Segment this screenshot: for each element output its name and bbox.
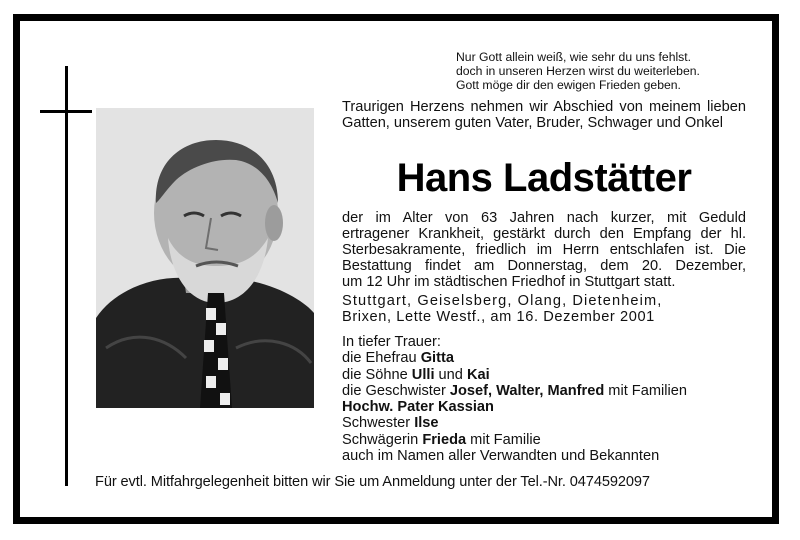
place-and-date <box>342 293 746 325</box>
mourner-row <box>342 350 687 366</box>
place-line: Stuttgart, Geiselsberg, Olang, Dietenheim, <box>342 293 663 309</box>
mourner-relation: die Ehefrau <box>342 350 421 367</box>
cross-icon <box>65 66 68 486</box>
mourner-name: Josef, Walter, Manfred <box>449 382 605 399</box>
mourner-name: Ulli <box>411 366 435 383</box>
mourner-relation: Schwägerin <box>342 431 423 448</box>
mourner-name: Hochw. Pater Kassian <box>342 399 494 416</box>
body-line: ertragener Krankheit, gestärkt durch den Empfang der hl. <box>342 226 746 242</box>
cross-icon-bar <box>40 110 92 113</box>
mourner-name: Frieda <box>422 431 467 448</box>
obituary-body <box>342 210 746 290</box>
motto-line: Gott möge dir den ewigen Frieden geben. <box>456 78 681 92</box>
mourner-row <box>342 432 687 448</box>
mourners-list <box>342 334 687 464</box>
mourner-row <box>342 383 687 399</box>
body-line: Sterbesakramente, friedlich im Herrn entschlafen ist. Die <box>342 242 746 258</box>
footer-note: Für evtl. Mitfahrgelegenheit bitten wir Sie um Anmeldung unter der Tel.-Nr. 0474592097 <box>95 474 650 490</box>
mourner-name: Ilse <box>414 415 439 432</box>
deceased-name: Hans Ladstätter <box>396 156 692 200</box>
motto-verse <box>456 50 700 92</box>
portrait-photo <box>96 108 314 408</box>
mourner-name: Gitta <box>420 350 454 367</box>
place-line: Brixen, Lette Westf., am 16. Dezember 2001 <box>342 309 655 325</box>
mourner-suffix: mit Familie <box>466 431 541 448</box>
body-line: Bestattung findet am Donnerstag, dem 20. Dezember, <box>342 258 746 274</box>
mourner-suffix: mit Familien <box>604 382 687 399</box>
mourner-name: Kai <box>466 366 490 383</box>
motto-line: doch in unseren Herzen wirst du weiterleben. <box>456 64 700 78</box>
motto-line: Nur Gott allein weiß, wie sehr du uns fehlst. <box>456 50 692 64</box>
mourner-row <box>342 399 687 415</box>
mourners-heading: In tiefer Trauer: <box>342 334 441 350</box>
mourner-row <box>342 415 687 431</box>
mourner-closing: auch im Namen aller Verwandten und Bekannten <box>342 448 660 465</box>
mourner-relation: Schwester <box>342 415 415 432</box>
mourner-conjunction: und <box>434 366 467 383</box>
mourner-relation: die Söhne <box>342 366 412 383</box>
mourner-row <box>342 367 687 383</box>
intro-text: Traurigen Herzens nehmen wir Abschied von meinem lieben Gatten, unserem guten Vater, Bruder, Schwager und Onkel <box>342 99 746 131</box>
body-line: um 12 Uhr im städtischen Friedhof in Stuttgart statt. <box>342 274 676 290</box>
mourner-row <box>342 448 687 464</box>
mourner-relation: die Geschwister <box>342 382 450 399</box>
body-line: der im Alter von 63 Jahren nach kurzer, mit Geduld <box>342 210 746 226</box>
